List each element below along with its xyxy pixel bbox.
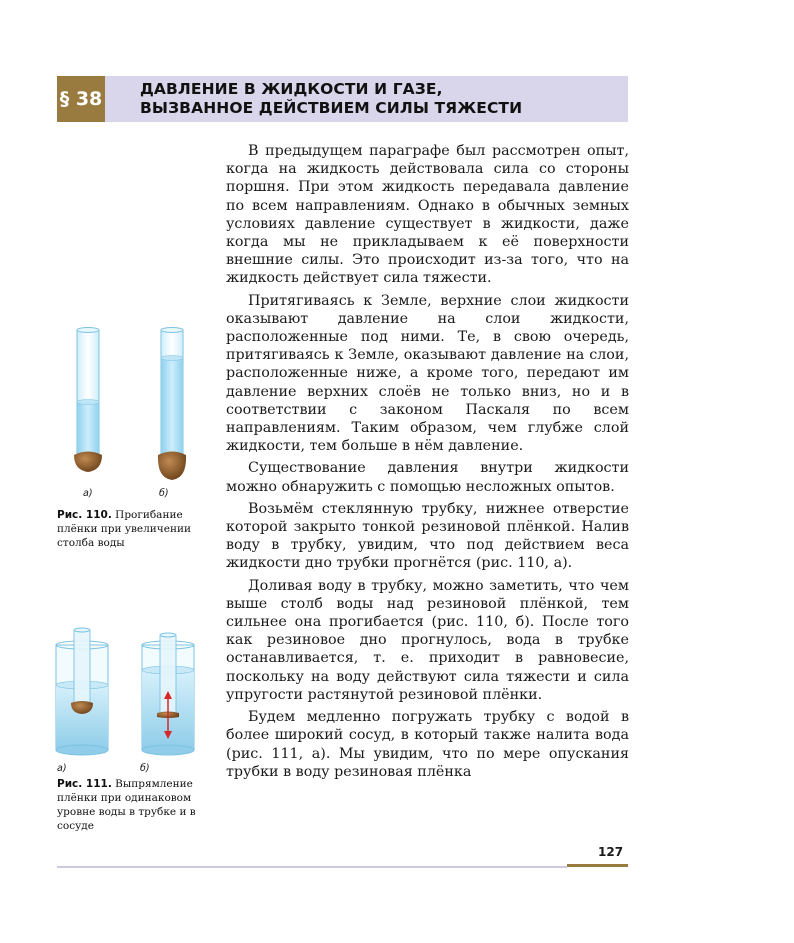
paragraph: Возьмём стеклянную трубку, нижнее отверстие которой закрыто тонкой резиновой плёнкой. Налив воду в трубку, увидим, что под действием веса жидкости дно трубки прогнётся (рис. 110, а). [226, 500, 629, 572]
figure-111-number: Рис. 111. [57, 778, 112, 790]
figure-111-label-a: а) [57, 763, 67, 774]
body-text [226, 142, 629, 785]
paragraph: В предыдущем параграфе был рассмотрен опыт, когда на жидкость действовала сила со стороны поршня. При этом жидкость передавала давление по всем направлениям. Однако в обычных земных условиях давление существует в жидкости, даже когда мы не прикладываем к её поверхности внешние силы. Это происходит из-за того, что на жидкость действует сила тяжести. [226, 143, 629, 287]
figure-110-illustration [57, 320, 207, 485]
figure-111-caption [57, 777, 207, 833]
figure-110-label-a: а) [83, 488, 93, 499]
figure-110-number: Рис. 110. [57, 509, 112, 521]
paragraph: Существование давления внутри жидкости можно обнаружить с помощью несложных опытов. [226, 460, 629, 495]
figure-111-label-b: б) [140, 763, 150, 774]
paragraph: Будем медленно погружать трубку с водой в более широкий сосуд, в который также налита вода (рис. 111, а). Мы увидим, что по мере опускания трубки в воду резиновая плёнка [226, 709, 629, 780]
paragraph: Притягиваясь к Земле, верхние слои жидкости оказывают давление на слои жидкости, расположенные под ними. Те, в свою очередь, притягиваясь к Земле, оказывают давление на слои, расположенные ниже, а кроме того, передают им давление верхних слоёв не только вниз, но и в соответствии с законом Паскаля по всем направлениям. Таким образом, чем глубже слой жидкости, тем больше в нём давление. [226, 292, 629, 455]
section-title [140, 80, 620, 118]
vessel-a [56, 628, 108, 755]
section-title-line-2: ВЫЗВАННОЕ ДЕЙСТВИЕМ СИЛЫ ТЯЖЕСТИ [140, 99, 523, 117]
section-number-badge: § 38 [57, 76, 105, 122]
page-number: 127 [598, 845, 624, 859]
vessel-b [142, 633, 194, 755]
section-title-line-1: ДАВЛЕНИЕ В ЖИДКОСТИ И ГАЗЕ, [140, 80, 443, 98]
figure-111-caption-text: Выпрямление плёнки при одинаковом уровне воды в трубке и в сосуде [57, 778, 196, 832]
footer-accent-bar [567, 864, 628, 867]
figure-111-illustration [50, 625, 210, 760]
figure-110-caption [57, 508, 207, 550]
tube-a [74, 328, 102, 473]
paragraph: Доливая воду в трубку, можно заметить, что чем выше столб воды над резиновой плёнкой, тем сильнее она прогибается (рис. 110, б). После того как резиновое дно прогнулось, вода в трубке останавливается, т. е. приходит в равновесие, поскольку на воду действуют сила тяжести и сила упругости растянутой резиновой плёнки. [226, 577, 629, 703]
tube-b [158, 328, 186, 481]
footer-divider [57, 866, 567, 868]
figure-110-label-b: б) [159, 488, 169, 499]
figure-110-caption-text: Прогибание плёнки при увеличении столба воды [57, 509, 191, 549]
